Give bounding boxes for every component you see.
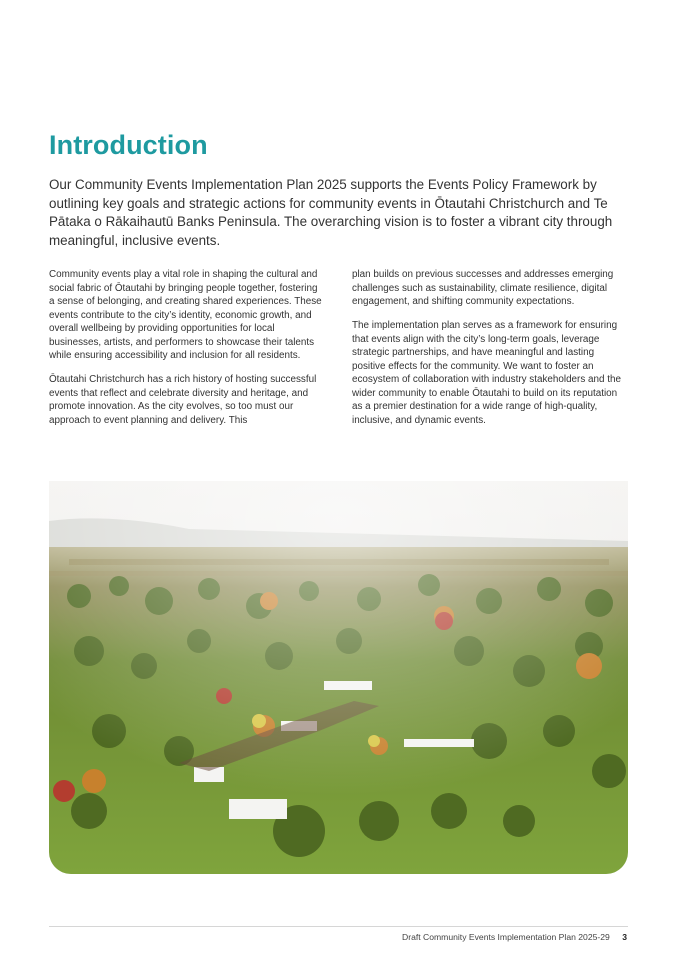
page-title: Introduction [49,130,208,160]
lead-paragraph: Our Community Events Implementation Plan 2025 supports the Events Policy Framework by outlining key goals and strategic actions for community events in Ōtautahi Christchurch and Te Pātaka o Rākaihautū Banks Peninsula. The overarching vision is to foster a vibrant city through meaningful, inclusive events. [49,177,613,248]
page-footer [402,932,627,942]
body-paragraph: Ōtautahi Christchurch has a rich history of hosting successful events that reflect and celebrate diversity and heritage, and promote innovation. As the city evolves, so too must our approach to event planning and delivery. This [49,374,317,426]
aerial-photo-illustration [49,481,628,874]
body-paragraph: Community events play a vital role in shaping the cultural and social fabric of Ōtautahi by bringing people together, fostering a sense of belonging, and creating shared experiences. These events contribute to the city’s identity, economic growth, and overall wellbeing by providing opportunities for local businesses, artists, and performers to showcase their talents while ensuring accessibility and inclusion for all residents. [49,269,322,361]
right-text-column [352,268,627,438]
body-paragraph: plan builds on previous successes and addresses emerging challenges such as sustainability, climate resilience, digital engagement, and shifting community expectations. [352,269,614,307]
aerial-park-event-photo [49,481,628,874]
footer-document-title: Draft Community Events Implementation Plan 2025-29 [402,932,610,942]
footer-divider [49,926,628,927]
body-paragraph: The implementation plan serves as a framework for ensuring that events align with the city’s long-term goals, leverage strategic partnerships, and have meaningful and lasting positive effects for the community. We want to foster an ecosystem of collaboration with industry stakeholders and the wider community to enable Ōtautahi to build on its reputation as a premier destination for a wide range of high-quality, inclusive, and dynamic events. [352,320,621,426]
page-number: 3 [622,932,627,942]
left-text-column [49,268,324,438]
